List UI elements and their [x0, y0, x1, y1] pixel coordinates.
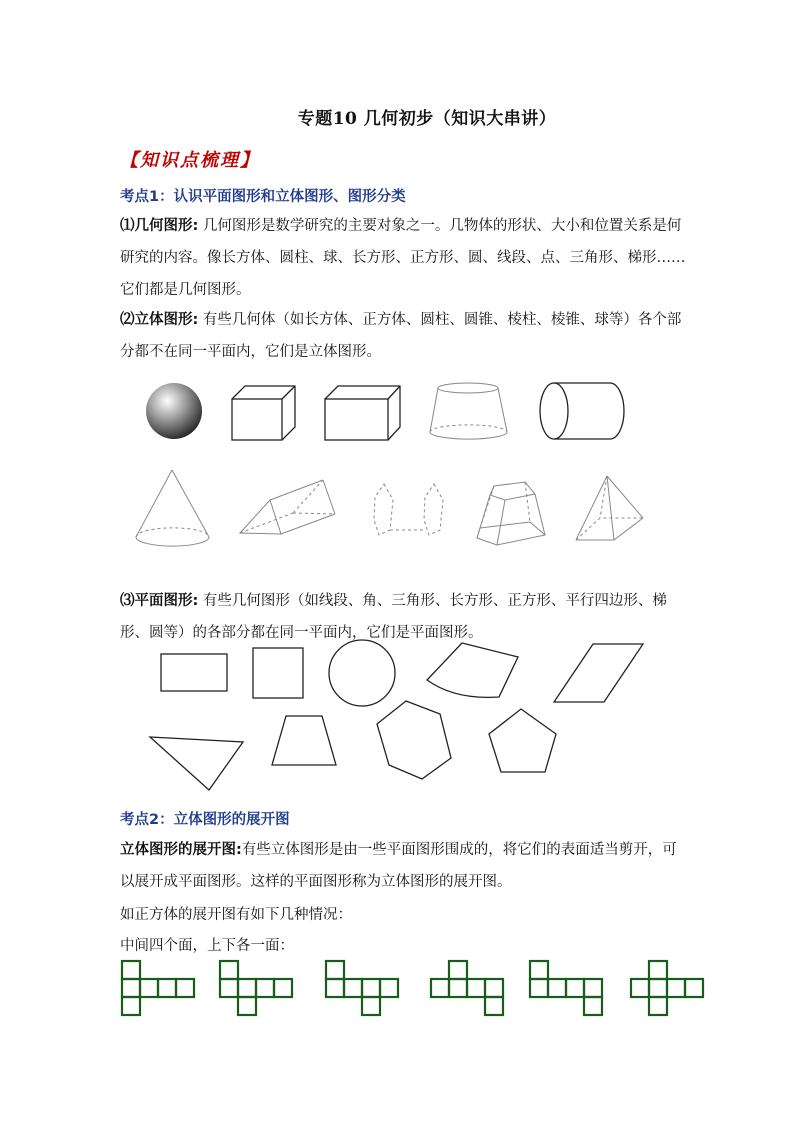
circle-figure — [329, 640, 395, 706]
frustum-figure — [430, 383, 507, 439]
cube-net-intro: 如正方体的展开图有如下几种情况： — [120, 907, 352, 923]
rectangle-figure — [161, 654, 227, 691]
text-solid-figures: 有些几何体（如长方体、正方体、圆柱、圆锥、棱柱、棱锥、球等）各个部分都不在同一平面内，它们是立体图形。 — [120, 312, 682, 360]
pentagon-figure — [489, 709, 556, 772]
frustum-pyramid-figure — [477, 482, 545, 545]
cube-net-5 — [530, 961, 602, 1015]
trapezoid-figure — [272, 716, 336, 765]
term-plane-figures: ⑶平面图形: — [120, 593, 199, 609]
cube-net-2 — [220, 961, 292, 1015]
cube-figure — [232, 386, 295, 440]
cuboid-figure — [325, 386, 400, 440]
cube-net-6 — [631, 961, 703, 1015]
parallelogram-figure — [554, 644, 643, 702]
pyramid-figure — [576, 476, 643, 540]
text-geometric-figures: 几何图形是数学研究的主要对象之一。几物体的形状、大小和位置关系是何研究的内容。像长方体、圆柱、球、长方形、正方形、圆、线段、点、三角形、梯形……它们都是几何图形。 — [120, 218, 686, 298]
triangular-prism-figure — [240, 480, 335, 534]
cylinder-figure — [540, 383, 624, 439]
cube-net-3 — [326, 961, 398, 1015]
page-title: 专题10 几何初步（知识大串讲） — [297, 109, 557, 129]
sector-figure — [427, 643, 518, 697]
section2-heading: 考点2：立体图形的展开图 — [120, 812, 290, 828]
text-plane-figures: 有些几何图形（如线段、角、三角形、长方形、正方形、平行四边形、梯形、圆等）的各部分都在同一平面内，它们是平面图形。 — [120, 593, 667, 641]
sphere-figure — [146, 383, 202, 439]
cube-net-4 — [431, 961, 503, 1015]
term-geometric-figures: ⑴几何图形: — [120, 218, 199, 234]
term-solid-figures: ⑵立体图形: — [120, 312, 199, 328]
cube-net-case: 中间四个面，上下各一面： — [120, 938, 294, 954]
hexagonal-prism-figure — [374, 484, 443, 535]
triangle-figure — [150, 737, 243, 790]
square-figure — [253, 648, 303, 698]
cube-net-1 — [122, 961, 194, 1015]
section1-heading: 考点1：认识平面图形和立体图形、图形分类 — [120, 189, 406, 205]
hexagon-figure — [377, 701, 451, 779]
section-banner: 【知识点梳理】 — [120, 150, 260, 171]
term-nets: 立体图形的展开图: — [120, 842, 242, 858]
cone-figure — [136, 470, 209, 546]
text-nets: 有些立体图形是由一些平面图形围成的，将它们的表面适当剪开，可以展开成平面图形。这样的平面图形称为立体图形的展开图。 — [120, 842, 677, 890]
